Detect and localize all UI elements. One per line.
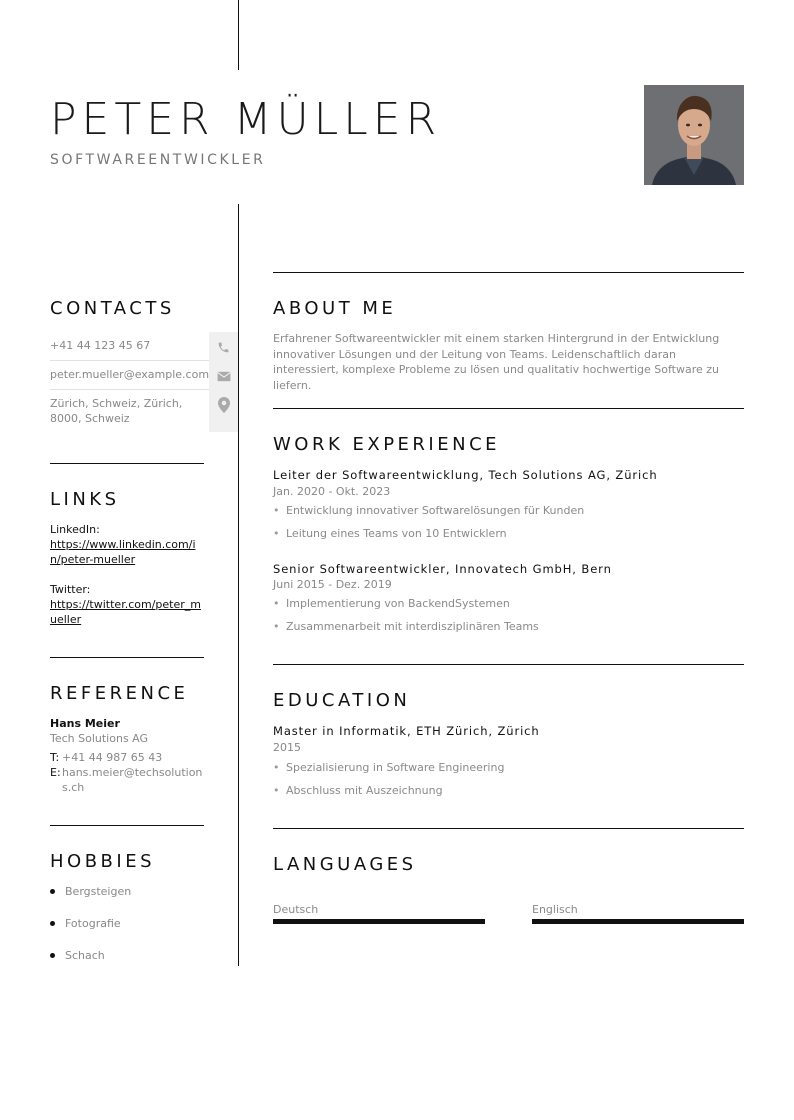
- language-level-bar-englisch: [532, 919, 744, 924]
- reference-company: Tech Solutions AG: [50, 732, 149, 745]
- link-label-twitter: Twitter:: [50, 583, 91, 596]
- profile-photo: [644, 85, 744, 185]
- job-bullet: • Zusammenarbeit mit interdisziplinären Teams: [273, 620, 539, 633]
- bullet-icon: •: [273, 620, 280, 633]
- links-heading: LINKS: [50, 489, 120, 510]
- bullet-icon: •: [273, 761, 280, 774]
- contact-address: Zürich, Schweiz, Zürich, 8000, Schweiz: [50, 397, 183, 425]
- contact-row-divider: [50, 360, 209, 361]
- reference-heading: REFERENCE: [50, 683, 189, 704]
- hobby-item: Fotografie: [50, 917, 121, 930]
- portrait-image: [644, 85, 744, 185]
- bullet-icon: •: [273, 527, 280, 540]
- reference-phone[interactable]: +41 44 987 65 43: [62, 751, 163, 764]
- hobbies-heading: HOBBIES: [50, 851, 156, 872]
- column-vertical-divider: [238, 204, 239, 966]
- education-separator: [273, 664, 744, 665]
- about-heading: ABOUT ME: [273, 298, 397, 319]
- education-bullet: • Spezialisierung in Software Engineering: [273, 761, 505, 774]
- reference-separator: [50, 657, 204, 658]
- contact-phone-row: [50, 338, 238, 353]
- candidate-name: PETER MÜLLER: [50, 94, 442, 145]
- job-title: Senior Softwareentwickler, Innovatech GmbH, Bern: [273, 562, 612, 576]
- link-linkedin[interactable]: https://www.linkedin.com/in/peter-mueller: [50, 538, 196, 566]
- bullet-icon: •: [273, 597, 280, 610]
- reference-name: Hans Meier: [50, 717, 120, 730]
- job-bullet: • Leitung eines Teams von 10 Entwicklern: [273, 527, 507, 540]
- hobby-item: Bergsteigen: [50, 885, 131, 898]
- education-heading: EDUCATION: [273, 690, 411, 711]
- contact-row-divider: [50, 389, 209, 390]
- bullet-dot-icon: [50, 921, 55, 926]
- contact-phone[interactable]: +41 44 123 45 67: [50, 339, 151, 352]
- links-separator: [50, 463, 204, 464]
- bullet-icon: •: [273, 504, 280, 517]
- reference-email-label: E:: [50, 766, 61, 779]
- contact-address-row: [50, 396, 238, 426]
- job-date: Juni 2015 - Dez. 2019: [273, 578, 392, 591]
- reference-phone-row: [50, 750, 210, 765]
- about-text: Erfahrener Softwareentwickler mit einem starken Hintergrund in der Entwicklung innovativer Lösungen und der Leitung von Teams. Leidenschaftlich daran interessiert, komplexe Probleme zu lösen und qualitativ hochwertige Software zu liefern.: [273, 332, 720, 392]
- language-name-englisch: Englisch: [532, 903, 578, 916]
- link-label-linkedin: LinkedIn:: [50, 523, 100, 536]
- bullet-dot-icon: [50, 889, 55, 894]
- education-degree: Master in Informatik, ETH Zürich, Zürich: [273, 724, 540, 738]
- about-separator: [273, 272, 744, 273]
- contact-email[interactable]: peter.mueller@example.com: [50, 368, 210, 381]
- languages-separator: [273, 828, 744, 829]
- job-bullet: • Entwicklung innovativer Softwarelösungen für Kunden: [273, 504, 585, 517]
- reference-email[interactable]: hans.meier@techsolutions.ch: [62, 766, 203, 794]
- job-bullet: • Implementierung von BackendSystemen: [273, 597, 510, 610]
- hobby-item: Schach: [50, 949, 105, 962]
- education-year: 2015: [273, 741, 301, 754]
- experience-separator: [273, 408, 744, 409]
- job-date: Jan. 2020 - Okt. 2023: [273, 485, 391, 498]
- reference-block: [50, 716, 210, 795]
- contacts-heading: CONTACTS: [50, 298, 175, 319]
- job-title: Leiter der Softwareentwicklung, Tech Solutions AG, Zürich: [273, 468, 658, 482]
- experience-heading: WORK EXPERIENCE: [273, 434, 501, 455]
- top-vertical-divider: [238, 0, 239, 70]
- languages-heading: LANGUAGES: [273, 854, 417, 875]
- candidate-title: SOFTWAREENTWICKLER: [50, 152, 266, 168]
- hobbies-separator: [50, 825, 204, 826]
- language-level-bar-deutsch: [273, 919, 485, 924]
- language-name-deutsch: Deutsch: [273, 903, 319, 916]
- education-bullet: • Abschluss mit Auszeichnung: [273, 784, 443, 797]
- links-list: [50, 522, 202, 627]
- bullet-icon: •: [273, 784, 280, 797]
- bullet-dot-icon: [50, 953, 55, 958]
- reference-email-row: [50, 765, 210, 795]
- contact-email-row: [50, 367, 238, 382]
- link-twitter[interactable]: https://twitter.com/peter_mueller: [50, 598, 201, 626]
- reference-phone-label: T:: [50, 751, 60, 764]
